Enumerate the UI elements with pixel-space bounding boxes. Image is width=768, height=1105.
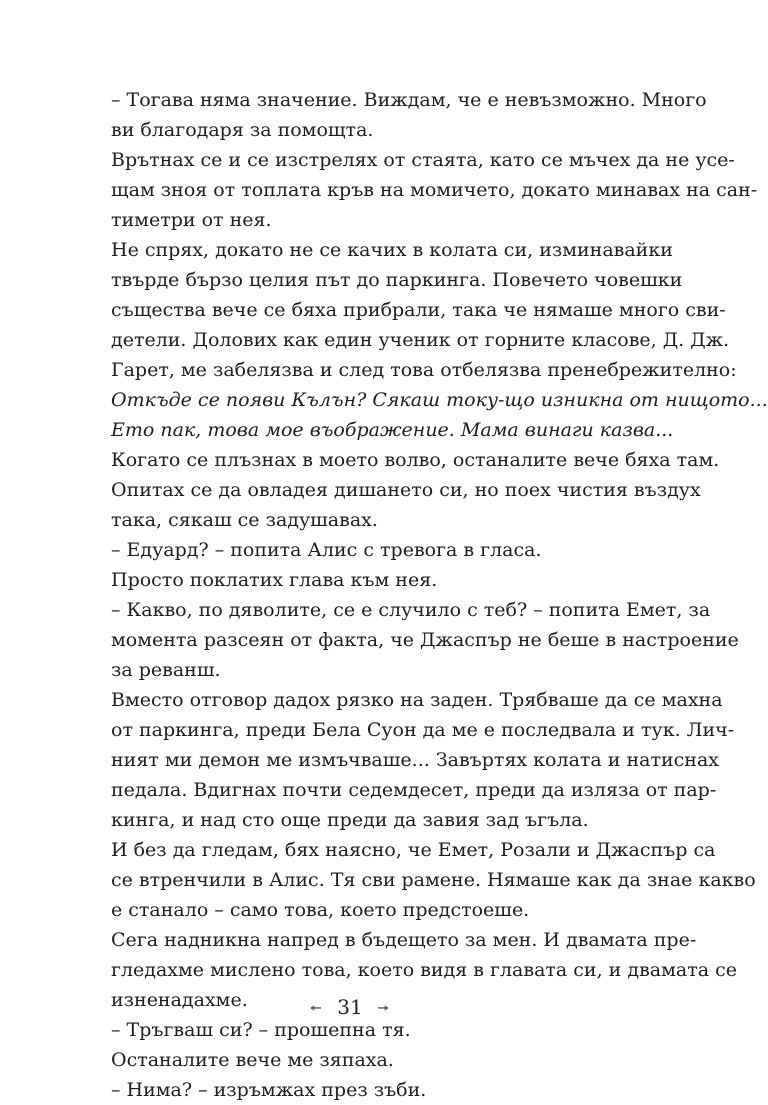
paragraph-9 [89, 835, 756, 925]
line: – Нима? – изръмжах през зъби. [111, 1079, 427, 1101]
line: твърде бързо целия път до паркинга. Повечето човешки [111, 269, 683, 291]
paragraph-3 [89, 235, 768, 445]
line: Когато се плъзнах в моето волво, останалите вече бяха там. [111, 449, 720, 471]
line: Останалите вече ме зяпаха. [111, 1049, 394, 1071]
line: е станало – само това, което предстоеше. [111, 899, 530, 921]
paragraph-5 [89, 535, 611, 565]
paragraph-7 [89, 595, 739, 685]
line: – Какво, по дяволите, се е случило с теб? – попита Емет, за [111, 599, 711, 621]
line: детели. Долових как един ученик от горните класове, Д. Дж. [111, 329, 730, 351]
line: Откъде се появи Кълън? Сякаш току-що изникна от нищото... [111, 389, 768, 411]
line: Вместо отговор дадох рязко на заден. Трябваше да се махна [111, 689, 723, 711]
line: изненадахме. [111, 989, 248, 1011]
line: Сега надникна напред в бъдещето за мен. И двамата пре- [111, 929, 697, 951]
body-text [89, 85, 768, 1105]
line: И без да гледам, бях наясно, че Емет, Розали и Джаспър са [111, 839, 716, 861]
line: Гарет, ме забелязва и след това отбелязва пренебрежително: [111, 359, 737, 381]
line: педала. Вдигнах почти седемдесет, преди да изляза от пар- [111, 779, 717, 801]
paragraph-13 [89, 1075, 611, 1105]
line: Врътнах се и се изстрелях от стаята, като се мъчех да не усе- [111, 149, 735, 171]
paragraph-1 [89, 85, 707, 145]
paragraph-12 [89, 1045, 611, 1075]
line: момента разсеян от факта, че Джаспър не беше в настроение [111, 629, 739, 651]
paragraph-6 [89, 565, 611, 595]
line: така, сякаш се задушавах. [111, 509, 378, 531]
line: Просто поклатих глава към нея. [111, 569, 438, 591]
line: щам зноя от топлата кръв на момичето, докато минавах на сан- [111, 179, 758, 201]
ornament-right-icon: ↠ [377, 1000, 390, 1017]
paragraph-4 [89, 445, 720, 535]
paragraph-2 [89, 145, 758, 235]
ornament-left-icon: ↞ [310, 1000, 323, 1017]
line: от паркинга, преди Бела Суон да ме е последвала и тук. Лич- [111, 719, 735, 741]
line: за реванш. [111, 659, 221, 681]
line: същества вече се бяха прибрали, така че нямаше много сви- [111, 299, 726, 321]
paragraph-8 [89, 685, 735, 835]
line: – Тогава няма значение. Виждам, че е невъзможно. Много [111, 89, 707, 111]
line: Не спрях, докато не се качих в колата си, изминавайки [111, 239, 673, 261]
line: Опитах се да овладея дишането си, но поех чистия въздух [111, 479, 701, 501]
line: се втренчили в Алис. Тя сви рамене. Нямаше как да знае какво [111, 869, 756, 891]
line: ният ми демон ме измъчваше... Завъртях колата и натиснах [111, 749, 719, 771]
line: – Едуард? – попита Алис с тревога в гласа. [111, 539, 542, 561]
line: ви благодаря за помощта. [111, 119, 374, 141]
page-number: 31 [337, 995, 363, 1019]
line: – Тръгваш си? – прошепна тя. [111, 1019, 411, 1041]
line: кинга, и над сто още преди да завия зад ъгъла. [111, 809, 589, 831]
line: тиметри от нея. [111, 209, 272, 231]
line: Ето пак, това мое въображение. Мама винаги казва... [111, 419, 674, 441]
line: гледахме мислено това, което видя в главата си, и двамата се [111, 959, 737, 981]
page-footer [0, 992, 700, 1024]
